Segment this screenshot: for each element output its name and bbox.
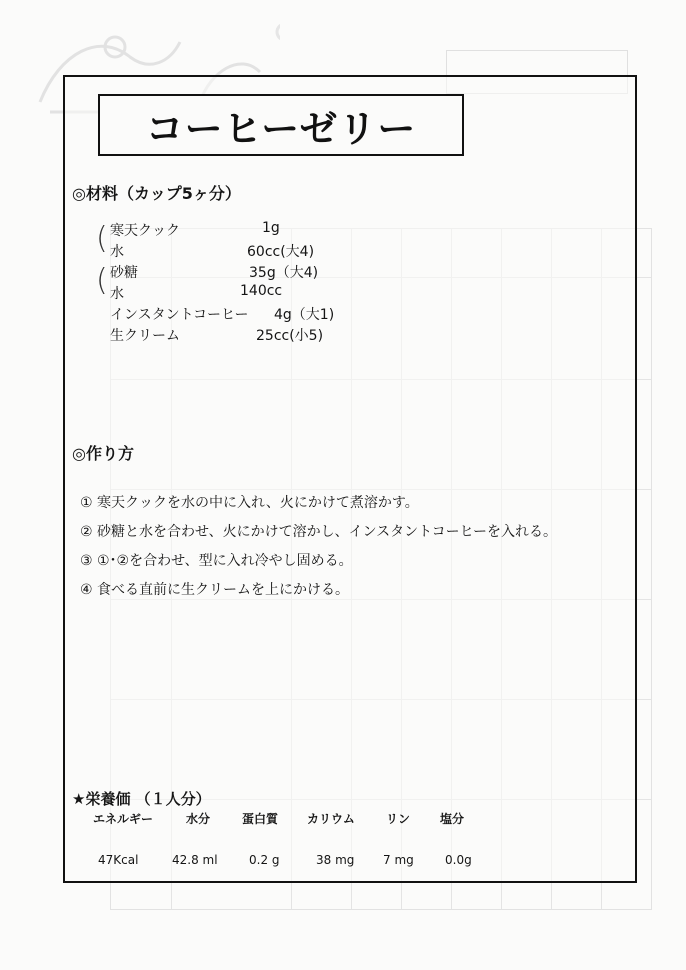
ingredient-amount: 25cc(小5) [256,328,324,344]
ingredient-amount: 35g（大4) [249,265,319,281]
nutrition-label: 水分 [186,812,211,826]
method-step: ④ 食べる直前に生クリームを上にかける。 [80,582,349,598]
nutrition-label: エネルギー [93,812,154,826]
nutrition-label: カリウム [307,812,355,826]
ingredient-name: 砂糖 [110,265,138,281]
bracket-1: ( [96,221,108,256]
nutrition-value: 47Kcal [98,853,139,867]
ingredient-amount: 60cc(大4) [247,244,315,260]
method-heading: ◎作り方 [72,444,134,463]
ingredient-name: 寒天クック [110,223,180,239]
nutrition-label: 塩分 [440,812,465,826]
recipe-title: コーヒーゼリー [98,94,464,156]
ingredient-amount: 4g（大1) [274,307,335,323]
nutrition-heading: ★栄養価 （１人分） [72,790,211,808]
nutrition-label: リン [386,812,411,826]
method-step: ② 砂糖と水を合わせ、火にかけて溶かし、インスタントコーヒーを入れる。 [80,524,558,540]
ingredient-name: インスタントコーヒー [110,307,249,323]
method-step: ① 寒天クックを水の中に入れ、火にかけて煮溶かす。 [80,495,419,511]
bracket-2: ( [96,263,108,298]
nutrition-value: 0.2 g [249,853,280,867]
ingredient-name: 水 [110,244,124,260]
nutrition-value: 0.0g [445,853,472,867]
ingredient-amount: 140cc [240,283,283,299]
ingredient-name: 生クリーム [110,328,180,344]
ingredients-heading: ◎材料（カップ5ヶ分） [72,184,241,203]
method-step: ③ ①･②を合わせ、型に入れ冷やし固める。 [80,553,353,569]
ingredient-name: 水 [110,286,124,302]
nutrition-value: 42.8 ml [172,853,218,867]
nutrition-value: 38 mg [316,853,355,867]
ingredient-amount: 1g [262,220,280,236]
nutrition-label: 蛋白質 [242,812,279,826]
nutrition-value: 7 mg [383,853,414,867]
